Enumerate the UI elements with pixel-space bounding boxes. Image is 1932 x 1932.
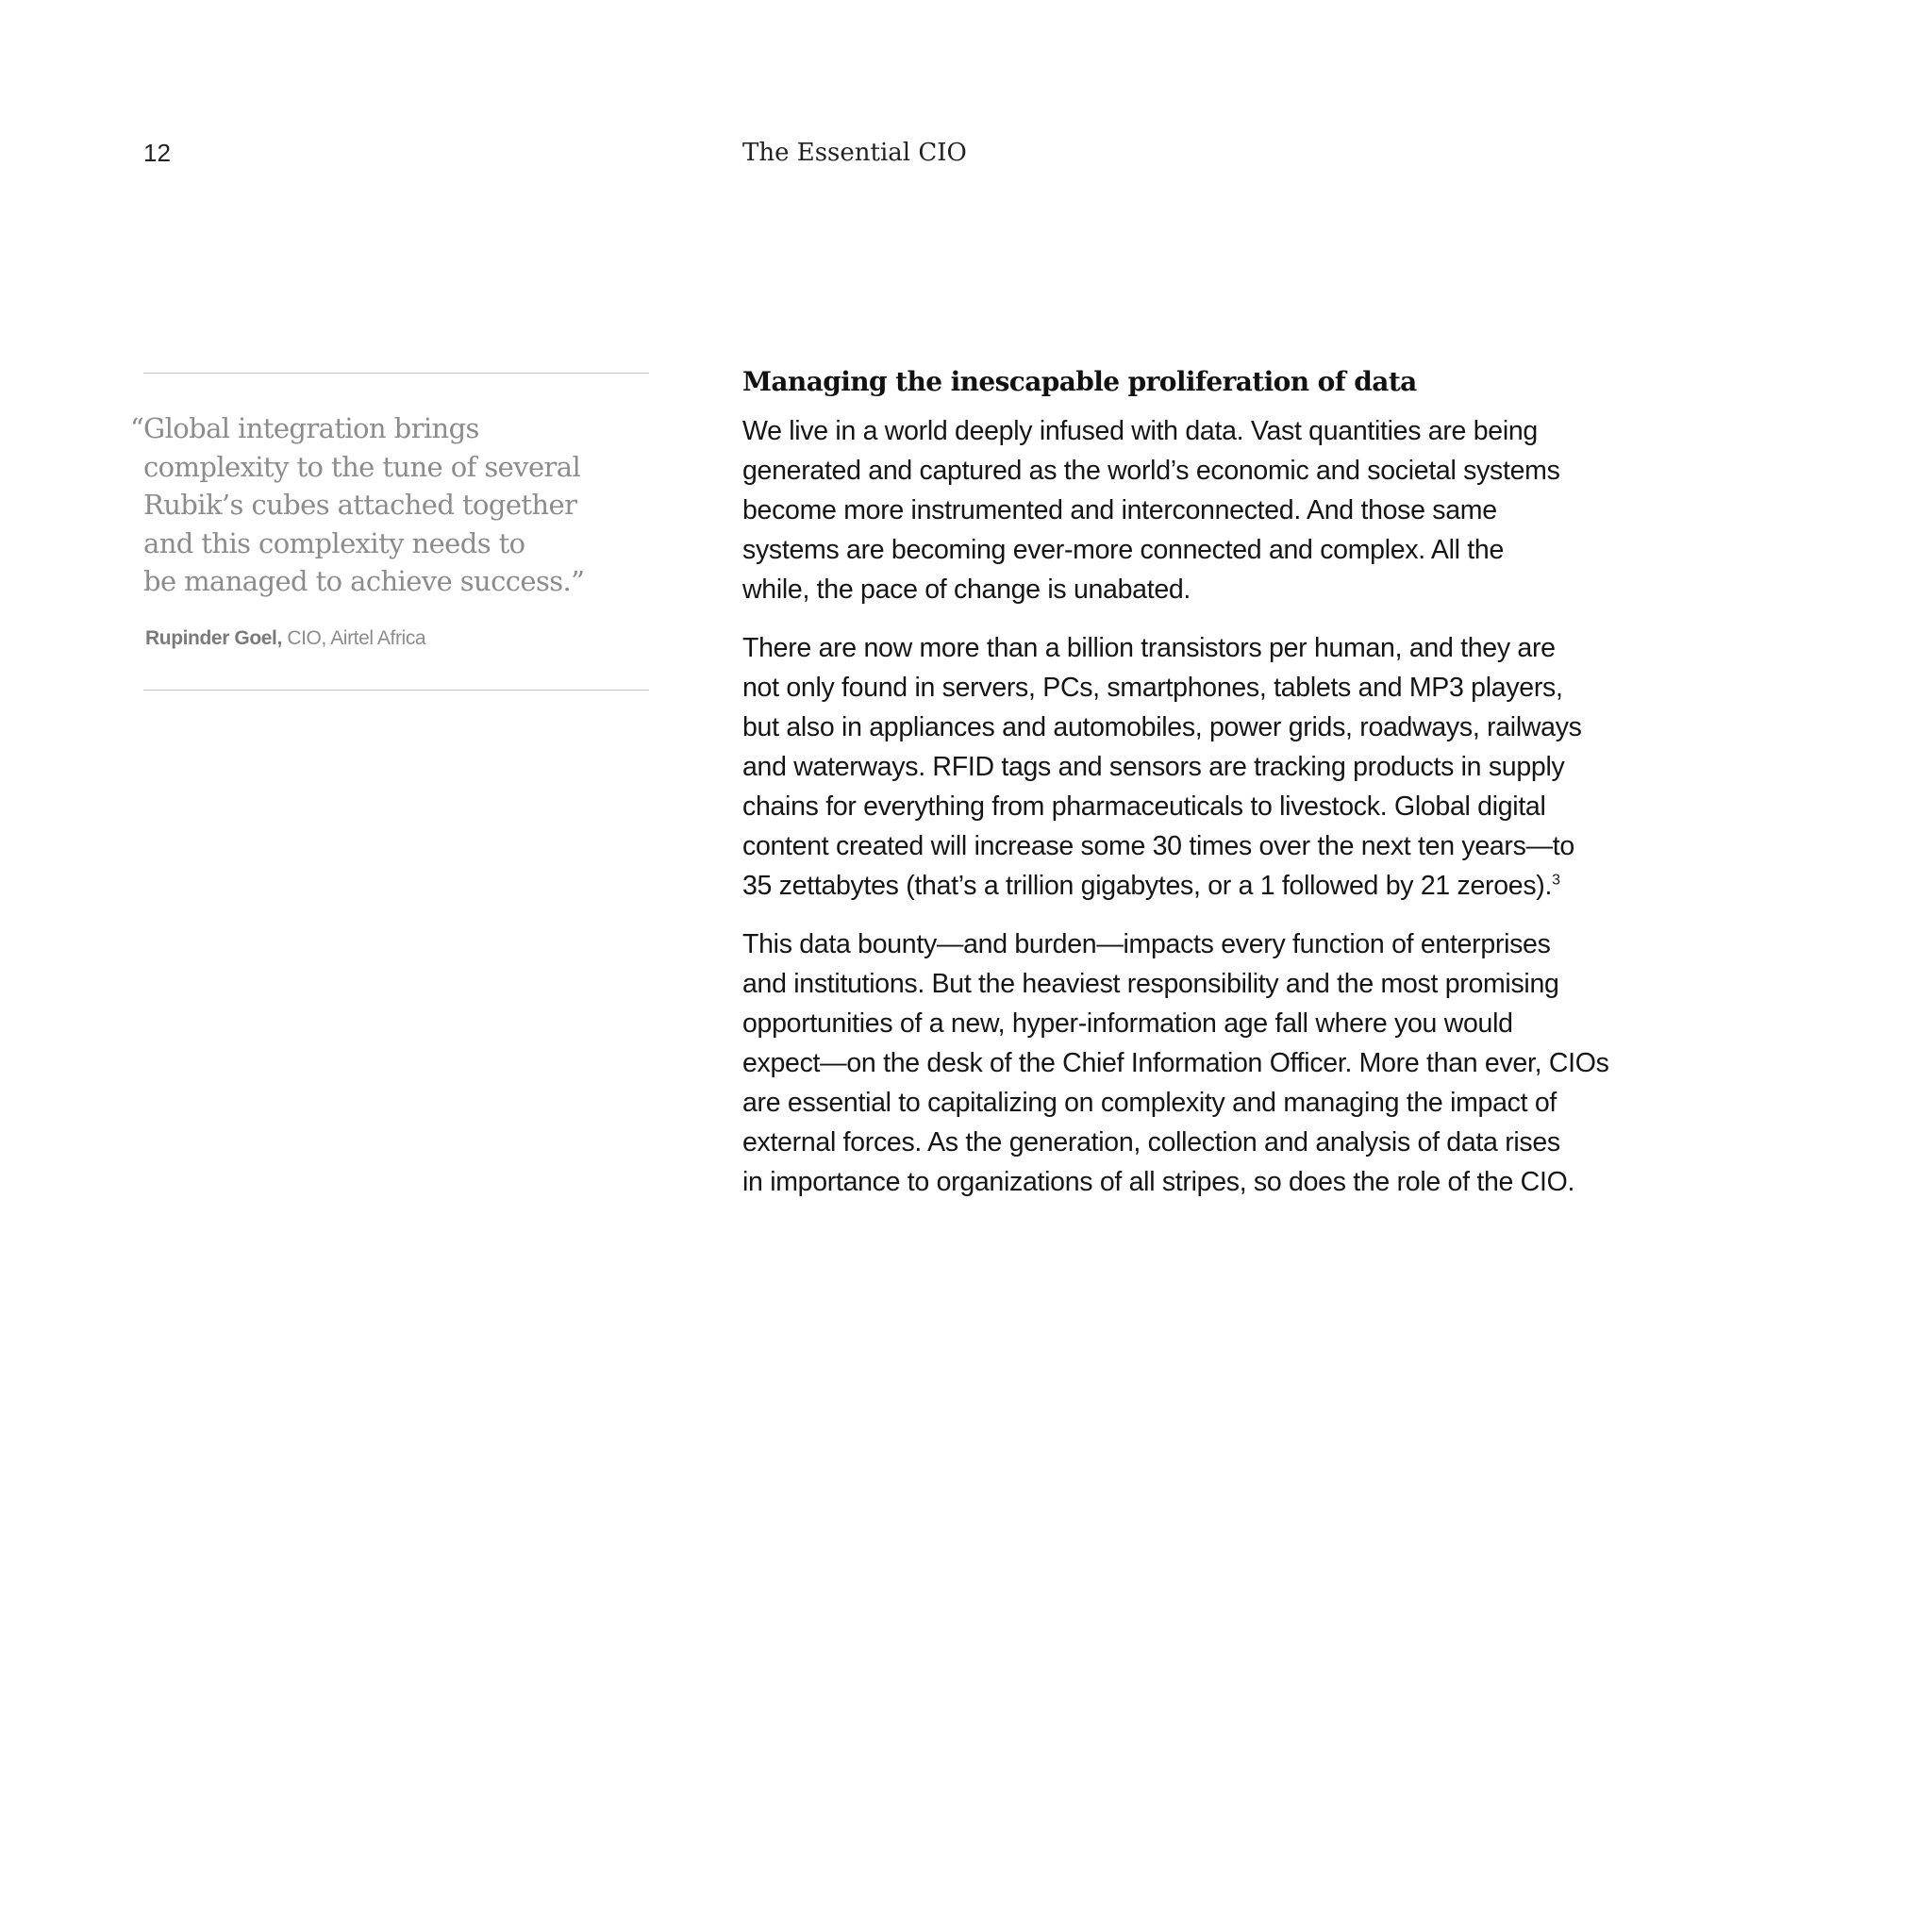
paragraph-line: chains for everything from pharmaceuticals to livestock. Global digital: [742, 791, 1546, 822]
attribution-role: CIO, Airtel Africa: [281, 627, 426, 649]
attribution-name: Rupinder Goel,: [145, 627, 282, 649]
footnote-reference: 3: [1552, 872, 1560, 889]
page-number: 12: [143, 139, 171, 167]
paragraph-line: but also in appliances and automobiles, power grids, roadways, railways: [742, 712, 1582, 742]
pullquote-attribution: [145, 626, 425, 651]
pullquote-line: and this complexity needs to: [143, 526, 525, 559]
paragraph-line: external forces. As the generation, collection and analysis of data rises: [742, 1127, 1560, 1158]
pullquote-line: Rubik’s cubes attached together: [143, 489, 577, 521]
running-title: The Essential CIO: [742, 139, 967, 167]
paragraph-line: while, the pace of change is unabated.: [742, 575, 1191, 605]
pullquote-line: be managed to achieve success.”: [143, 565, 585, 597]
paragraph-line: systems are becoming ever-more connected and complex. All the: [742, 535, 1505, 565]
paragraph-line: opportunities of a new, hyper-information age fall where you would: [742, 1008, 1513, 1039]
pullquote: [130, 373, 649, 691]
paragraph-1: [742, 411, 1629, 609]
paragraph-line-text: 35 zettabytes (that’s a trillion gigabytes, or a 1 followed by 21 zeroes).: [742, 871, 1553, 901]
paragraph-line: and institutions. But the heaviest responsibility and the most promising: [742, 969, 1559, 999]
paragraph-line: We live in a world deeply infused with data. Vast quantities are being: [742, 416, 1538, 446]
paragraph-line: not only found in servers, PCs, smartphones, tablets and MP3 players,: [742, 673, 1563, 703]
paragraph-line: There are now more than a billion transistors per human, and they are: [742, 633, 1556, 663]
pullquote-line: complexity to the tune of several: [143, 450, 581, 483]
paragraph-line: and waterways. RFID tags and sensors are tracking products in supply: [742, 752, 1565, 782]
open-quote-mark: “: [130, 412, 144, 444]
article-body: [742, 362, 1629, 1202]
paragraph-line: This data bounty—and burden—impacts every function of enterprises: [742, 929, 1551, 959]
paragraph-line: content created will increase some 30 times over the next ten years—to: [742, 831, 1574, 861]
paragraph-line: expect—on the desk of the Chief Information Officer. More than ever, CIOs: [742, 1048, 1609, 1078]
paragraph-3: [742, 924, 1629, 1202]
section-heading: Managing the inescapable proliferation of data: [742, 366, 1417, 397]
paragraph-line: [742, 866, 1629, 906]
paragraph-line: are essential to capitalizing on complexity and managing the impact of: [742, 1088, 1557, 1118]
pullquote-line: Global integration brings: [143, 412, 479, 444]
paragraph-line: become more instrumented and interconnected. And those same: [742, 495, 1497, 525]
paragraph-line: in importance to organizations of all stripes, so does the role of the CIO.: [742, 1167, 1575, 1197]
pullquote-text: [130, 409, 649, 601]
paragraph-2: [742, 628, 1629, 906]
paragraph-line: generated and captured as the world’s economic and societal systems: [742, 456, 1560, 486]
